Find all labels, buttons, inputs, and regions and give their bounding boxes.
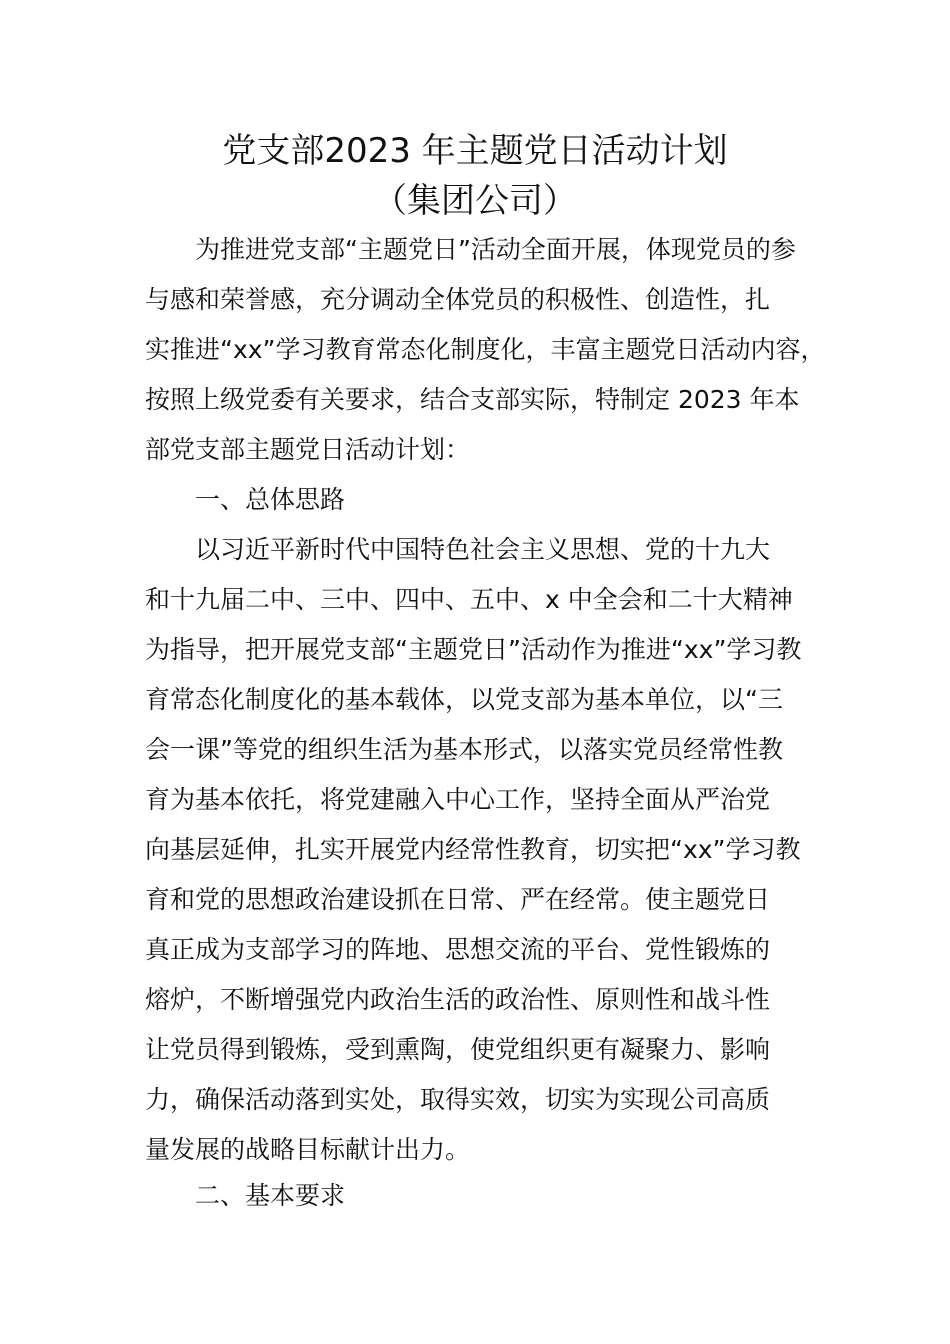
body-line: 和十九届二中、三中、四中、五中、x 中全会和二十大精神: [145, 585, 793, 614]
section-heading: 一、总体思路: [195, 485, 346, 514]
intro-line: 与感和荣誉感，充分调动全体党员的积极性、创造性，扎: [145, 285, 771, 314]
body-line: 育常态化制度化的基本载体，以党支部为基本单位，以“三: [145, 685, 783, 714]
document-subtitle: （集团公司）: [373, 181, 577, 221]
body-line: 为指导，把开展党支部“主题党日”活动作为推进“xx”学习教: [145, 635, 802, 664]
body-line: 真正成为支部学习的阵地、思想交流的平台、党性锻炼的: [145, 935, 771, 964]
body-line: 会一课”等党的组织生活为基本形式，以落实党员经常性教: [145, 735, 783, 764]
intro-line: 实推进“xx”学习教育常态化制度化，丰富主题党日活动内容，: [145, 335, 826, 364]
body-line: 让党员得到锻炼，受到熏陶，使党组织更有凝聚力、影响: [145, 1035, 771, 1064]
document-title: 党支部2023 年主题党日活动计划: [222, 131, 728, 171]
body-line: 力，确保活动落到实处，取得实效，切实为实现公司高质: [145, 1085, 771, 1114]
intro-line: 为推进党支部“主题党日”活动全面开展，体现党员的参: [195, 235, 796, 264]
body-line: 量发展的战略目标献计出力。: [145, 1135, 471, 1164]
body-line: 向基层延伸，扎实开展党内经常性教育，切实把“xx”学习教: [145, 835, 801, 864]
body-line: 育和党的思想政治建设抓在日常、严在经常。使主题党日: [145, 885, 771, 914]
section-heading: 二、基本要求: [195, 1181, 346, 1210]
body-line: 以习近平新时代中国特色社会主义思想、党的十九大: [195, 535, 771, 564]
intro-line: 部党支部主题党日活动计划：: [145, 435, 471, 464]
intro-line: 按照上级党委有关要求，结合支部实际，特制定 2023 年本: [145, 385, 800, 414]
body-line: 育为基本依托，将党建融入中心工作，坚持全面从严治党: [145, 785, 771, 814]
body-line: 熔炉，不断增强党内政治生活的政治性、原则性和战斗性: [145, 985, 771, 1014]
